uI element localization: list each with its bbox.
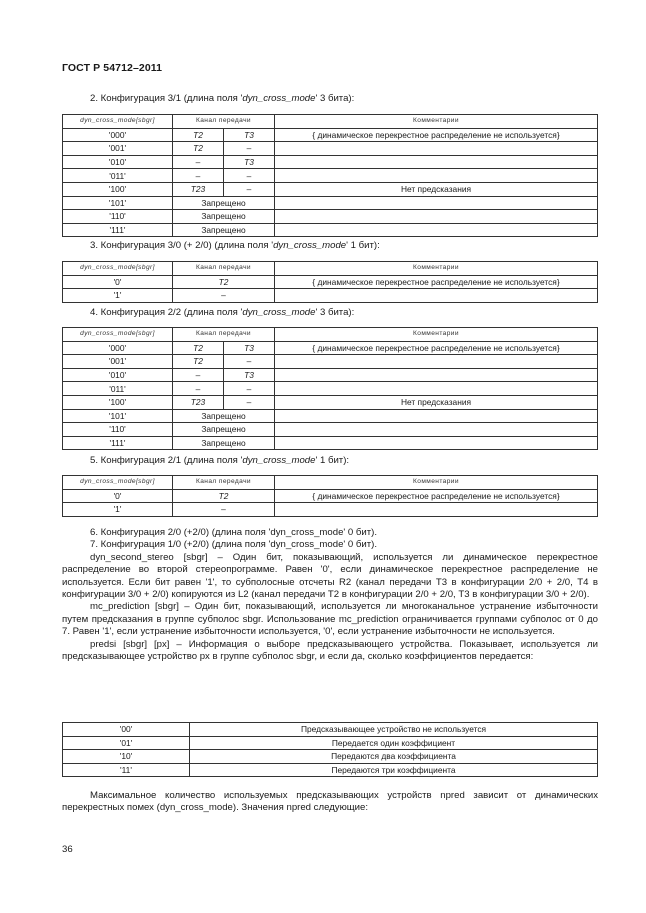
channel-cell: T2 bbox=[173, 341, 224, 355]
predsi-paragraph: predsi [sbgr] [px] – Информация о выборе предсказывающего устройства. Показывает, используется ли предсказывающее устройство px в группе субполос sbgr, и если да, сколько коэффициентов передается: bbox=[62, 638, 598, 663]
table-row bbox=[63, 223, 598, 237]
mode-cell: '100' bbox=[63, 182, 173, 196]
channel-cell: – bbox=[224, 142, 275, 156]
table-row bbox=[63, 275, 598, 289]
table-row bbox=[63, 289, 598, 303]
table-row bbox=[63, 169, 598, 183]
table-row bbox=[63, 142, 598, 156]
config-1-0-line: 7. Конфигурация 1/0 (+2/0) (длина поля 'dyn_cross_mode' 0 бит). bbox=[90, 539, 378, 551]
table-row bbox=[63, 736, 598, 750]
mode-cell: '010' bbox=[63, 155, 173, 169]
header-mode: dyn_cross_mode[sbgr] bbox=[63, 476, 173, 490]
header-comments: Комментарии bbox=[275, 262, 598, 276]
table-row bbox=[63, 409, 598, 423]
channel-cell: – bbox=[173, 503, 275, 517]
meaning-cell: Предсказывающее устройство не используется bbox=[190, 723, 598, 737]
table-row bbox=[63, 341, 598, 355]
table-row bbox=[63, 368, 598, 382]
comment-cell bbox=[275, 223, 598, 237]
code-cell: '00' bbox=[63, 723, 190, 737]
table-row bbox=[63, 723, 598, 737]
comment-cell bbox=[275, 409, 598, 423]
table-row bbox=[63, 355, 598, 369]
table-row bbox=[63, 763, 598, 777]
caption-tail: ' 1 бит): bbox=[315, 455, 350, 466]
comment-cell: { динамическое перекрестное распределение не используется} bbox=[275, 341, 598, 355]
page-number: 36 bbox=[62, 844, 73, 855]
comment-cell: Нет предсказания bbox=[275, 182, 598, 196]
channel-cell: T2 bbox=[173, 128, 224, 142]
channel-cell: – bbox=[224, 382, 275, 396]
channel-cell: – bbox=[173, 382, 224, 396]
table-config-3-1 bbox=[62, 114, 598, 237]
table-row bbox=[63, 423, 598, 437]
comment-cell bbox=[275, 210, 598, 224]
mode-cell: '0' bbox=[63, 275, 173, 289]
mode-cell: '011' bbox=[63, 382, 173, 396]
channel-cell: T2 bbox=[173, 489, 275, 503]
channel-cell: T23 bbox=[173, 182, 224, 196]
mode-cell: '0' bbox=[63, 489, 173, 503]
table-row bbox=[63, 436, 598, 450]
channel-cell: Запрещено bbox=[173, 436, 275, 450]
channel-cell: – bbox=[173, 155, 224, 169]
table-row bbox=[63, 182, 598, 196]
header-comments: Комментарии bbox=[275, 476, 598, 490]
caption-text: 5. Конфигурация 2/1 (длина поля bbox=[90, 455, 241, 466]
table-row bbox=[63, 503, 598, 517]
channel-cell: – bbox=[224, 355, 275, 369]
meaning-cell: Передаются два коэффициента bbox=[190, 750, 598, 764]
caption-text: 4. Конфигурация 2/2 (длина поля bbox=[90, 307, 241, 318]
channel-cell: Запрещено bbox=[173, 210, 275, 224]
channel-cell: T3 bbox=[224, 155, 275, 169]
table-header-row bbox=[63, 262, 598, 276]
mode-cell: '101' bbox=[63, 196, 173, 210]
caption-config-3-0: 3. Конфигурация 3/0 (+ 2/0) (длина поля 'dyn_cross_mode' 1 бит): bbox=[90, 240, 380, 251]
channel-cell: – bbox=[173, 368, 224, 382]
header-channel: Канал передачи bbox=[173, 328, 275, 342]
table-row bbox=[63, 196, 598, 210]
comment-cell bbox=[275, 382, 598, 396]
mode-cell: '111' bbox=[63, 223, 173, 237]
document-header: ГОСТ Р 54712–2011 bbox=[62, 62, 163, 74]
table-row bbox=[63, 382, 598, 396]
mode-cell: '001' bbox=[63, 355, 173, 369]
channel-cell: T2 bbox=[173, 142, 224, 156]
code-cell: '11' bbox=[63, 763, 190, 777]
body-text-2 bbox=[62, 790, 598, 815]
header-comments: Комментарии bbox=[275, 115, 598, 129]
comment-cell: { динамическое перекрестное распределение не используется} bbox=[275, 128, 598, 142]
mode-cell: '101' bbox=[63, 409, 173, 423]
channel-cell: – bbox=[224, 395, 275, 409]
table-config-2-1 bbox=[62, 475, 598, 517]
header-mode: dyn_cross_mode[sbgr] bbox=[63, 115, 173, 129]
header-channel: Канал передачи bbox=[173, 476, 275, 490]
mode-cell: '000' bbox=[63, 341, 173, 355]
comment-cell bbox=[275, 289, 598, 303]
table-row bbox=[63, 128, 598, 142]
table-row bbox=[63, 395, 598, 409]
npred-paragraph: Максимальное количество используемых предсказывающих устройств npred зависит от динамических перекрестных помех (dyn_cross_mode). Значения npred следующие: bbox=[62, 790, 598, 814]
mode-cell: '1' bbox=[63, 503, 173, 517]
caption-field: dyn_cross_mode bbox=[242, 307, 316, 318]
code-cell: '01' bbox=[63, 736, 190, 750]
header-mode: dyn_cross_mode[sbgr] bbox=[63, 328, 173, 342]
channel-cell: – bbox=[173, 289, 275, 303]
caption-field: dyn_cross_mode bbox=[242, 455, 316, 466]
table-config-2-2 bbox=[62, 327, 598, 450]
mode-cell: '010' bbox=[63, 368, 173, 382]
channel-cell: – bbox=[173, 169, 224, 183]
table-header-row bbox=[63, 476, 598, 490]
body-text-1 bbox=[62, 527, 598, 663]
table-row bbox=[63, 210, 598, 224]
caption-config-2-1: 5. Конфигурация 2/1 (длина поля 'dyn_cross_mode' 1 бит): bbox=[90, 455, 350, 466]
channel-cell: T23 bbox=[173, 395, 224, 409]
channel-cell: Запрещено bbox=[173, 423, 275, 437]
header-channel: Канал передачи bbox=[173, 115, 275, 129]
comment-cell bbox=[275, 436, 598, 450]
channel-cell: T2 bbox=[173, 355, 224, 369]
mode-cell: '110' bbox=[63, 423, 173, 437]
caption-text: 3. Конфигурация 3/0 (+ 2/0) (длина поля bbox=[90, 240, 272, 251]
mode-cell: '1' bbox=[63, 289, 173, 303]
caption-tail: ' 3 бита): bbox=[315, 307, 355, 318]
table-row bbox=[63, 155, 598, 169]
comment-cell bbox=[275, 196, 598, 210]
channel-cell: Запрещено bbox=[173, 223, 275, 237]
comment-cell bbox=[275, 368, 598, 382]
channel-cell: T3 bbox=[224, 368, 275, 382]
table-row bbox=[63, 489, 598, 503]
meaning-cell: Передаются три коэффициента bbox=[190, 763, 598, 777]
comment-cell: { динамическое перекрестное распределение не используется} bbox=[275, 489, 598, 503]
caption-tail: ' 1 бит): bbox=[346, 240, 380, 251]
caption-tail: ' 3 бита): bbox=[315, 93, 355, 104]
mode-cell: '011' bbox=[63, 169, 173, 183]
table-predsi bbox=[62, 722, 598, 777]
code-cell: '10' bbox=[63, 750, 190, 764]
table-header-row bbox=[63, 328, 598, 342]
mc-prediction-paragraph: mc_prediction [sbgr] – Один бит, показывающий, используется ли многоканальное устранение избыточности путем предсказания в группе субполос sbgr. Использование mc_prediction ограничивается группами субполос от 0 до 7. Равен '1', если устранение избыточности используется, '0', если устранение избыточности не используется. bbox=[62, 601, 598, 638]
comment-cell bbox=[275, 503, 598, 517]
comment-cell: Нет предсказания bbox=[275, 395, 598, 409]
mode-cell: '001' bbox=[63, 142, 173, 156]
mode-cell: '000' bbox=[63, 128, 173, 142]
comment-cell bbox=[275, 423, 598, 437]
channel-cell: T3 bbox=[224, 128, 275, 142]
channel-cell: T3 bbox=[224, 341, 275, 355]
caption-field: dyn_cross_mode bbox=[273, 240, 347, 251]
comment-cell: { динамическое перекрестное распределение не используется} bbox=[275, 275, 598, 289]
caption-config-2-2: 4. Конфигурация 2/2 (длина поля 'dyn_cross_mode' 3 бита): bbox=[90, 307, 355, 318]
header-comments: Комментарии bbox=[275, 328, 598, 342]
comment-cell bbox=[275, 169, 598, 183]
comment-cell bbox=[275, 155, 598, 169]
header-channel: Канал передачи bbox=[173, 262, 275, 276]
channel-cell: – bbox=[224, 182, 275, 196]
mode-cell: '110' bbox=[63, 210, 173, 224]
header-mode: dyn_cross_mode[sbgr] bbox=[63, 262, 173, 276]
channel-cell: Запрещено bbox=[173, 196, 275, 210]
caption-text: 2. Конфигурация 3/1 (длина поля bbox=[90, 93, 241, 104]
table-config-3-0 bbox=[62, 261, 598, 303]
table-header-row bbox=[63, 115, 598, 129]
channel-cell: T2 bbox=[173, 275, 275, 289]
comment-cell bbox=[275, 142, 598, 156]
caption-field: dyn_cross_mode bbox=[242, 93, 316, 104]
dyn-second-stereo-paragraph: dyn_second_stereo [sbgr] – Один бит, показывающий, используется ли динамическое перекрестное распределение во второй стереопрограмме. Равен '0', если динамическое перекрестное распределение не используется. Если бит равен '1', то субполосные отсчеты R2 (канал передачи T3 в конфигурации 2/0 + 2/0, T4 в конфигурации 3/0 + 2/0) копируются из L2 (канал передачи T2 в конфигурации 2/0 + 2/0, T3 в конфигурации 3/0 + 2/0). bbox=[62, 551, 598, 601]
mode-cell: '100' bbox=[63, 395, 173, 409]
caption-config-3-1: 2. Конфигурация 3/1 (длина поля 'dyn_cross_mode' 3 бита): bbox=[90, 93, 355, 104]
config-2-0-line: 6. Конфигурация 2/0 (+2/0) (длина поля 'dyn_cross_mode' 0 бит). bbox=[90, 527, 378, 538]
table-row bbox=[63, 750, 598, 764]
channel-cell: Запрещено bbox=[173, 409, 275, 423]
comment-cell bbox=[275, 355, 598, 369]
channel-cell: – bbox=[224, 169, 275, 183]
meaning-cell: Передается один коэффициент bbox=[190, 736, 598, 750]
mode-cell: '111' bbox=[63, 436, 173, 450]
